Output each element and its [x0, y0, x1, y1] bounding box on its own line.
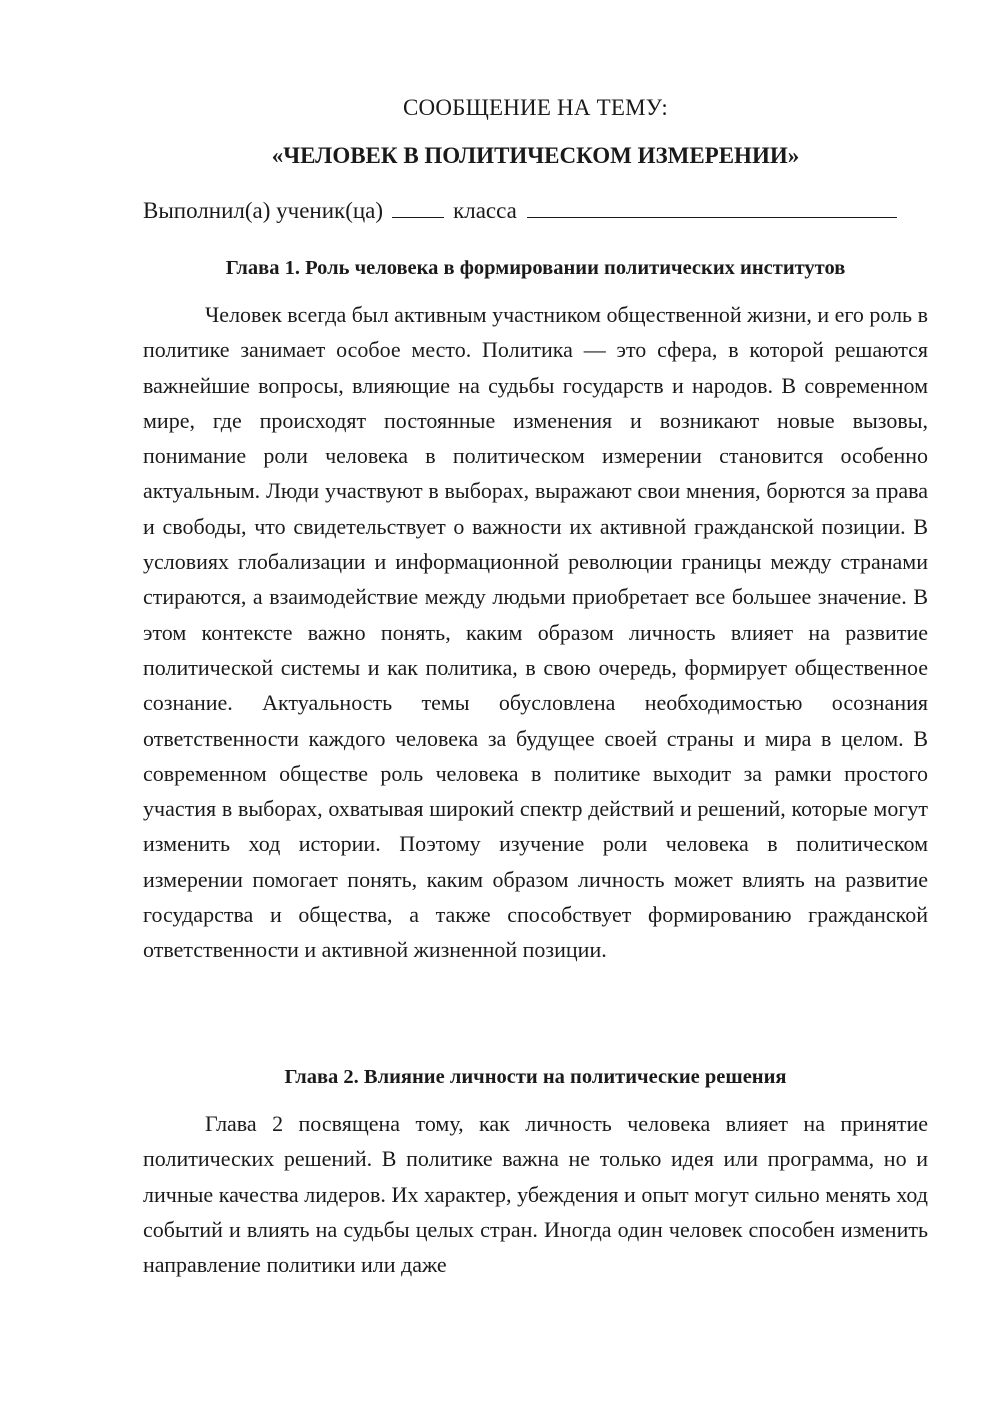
class-blank-field[interactable] [392, 199, 444, 218]
document-title-main: «ЧЕЛОВЕК В ПОЛИТИЧЕСКОМ ИЗМЕРЕНИИ» [271, 143, 800, 168]
chapter-2-heading: Глава 2. Влияние личности на политические решения [284, 1066, 787, 1088]
author-line [143, 198, 928, 224]
author-label: Выполнил(а) ученик(ца) [143, 198, 384, 223]
name-blank-field[interactable] [527, 199, 897, 218]
chapter-1-heading: Глава 1. Роль человека в формировании политических институтов [225, 257, 846, 279]
document-title-top: СООБЩЕНИЕ НА ТЕМУ: [403, 95, 668, 120]
chapter-1-paragraph: Человек всегда был активным участником общественной жизни, и его роль в политике занимает особое место. Политика — это сфера, в которой решаются важнейшие вопросы, влияющие на судьбы государств и народов. В современном мире, где происходят постоянные изменения и возникают новые вызовы, понимание роли человека в политическом измерении становится особенно актуальным. Люди участвуют в выборах, выражают свои мнения, борются за права и свободы, что свидетельствует о важности их активной гражданской позиции. В условиях глобализации и информационной революции границы между странами стираются, а взаимодействие между людьми приобретает все большее значение. В этом контексте важно понять, каким образом личность влияет на развитие политической системы и как политика, в свою очередь, формирует общественное сознание. Актуальность темы обусловлена необходимостью осознания ответственности каждого человека за будущее своей страны и мира в целом. В современном обществе роль человека в политике выходит за рамки простого участия в выборах, охватывая широкий спектр действий и решений, которые могут изменить ход истории. Поэтому изучение роли человека в политическом измерении помогает понять, каким образом личность может влиять на развитие государства и общества, а также способствует формированию гражданской ответственности и активной жизненной позиции. [143, 302, 928, 963]
class-label: класса [453, 198, 517, 223]
chapter-2-paragraph: Глава 2 посвящена тому, как личность человека влияет на принятие политических решений. В политике важна не только идея или программа, но и личные качества лидеров. Их характер, убеждения и опыт могут сильно менять ход событий и влиять на судьбы целых стран. Иногда один человек способен изменить направление политики или даже [143, 1111, 928, 1278]
